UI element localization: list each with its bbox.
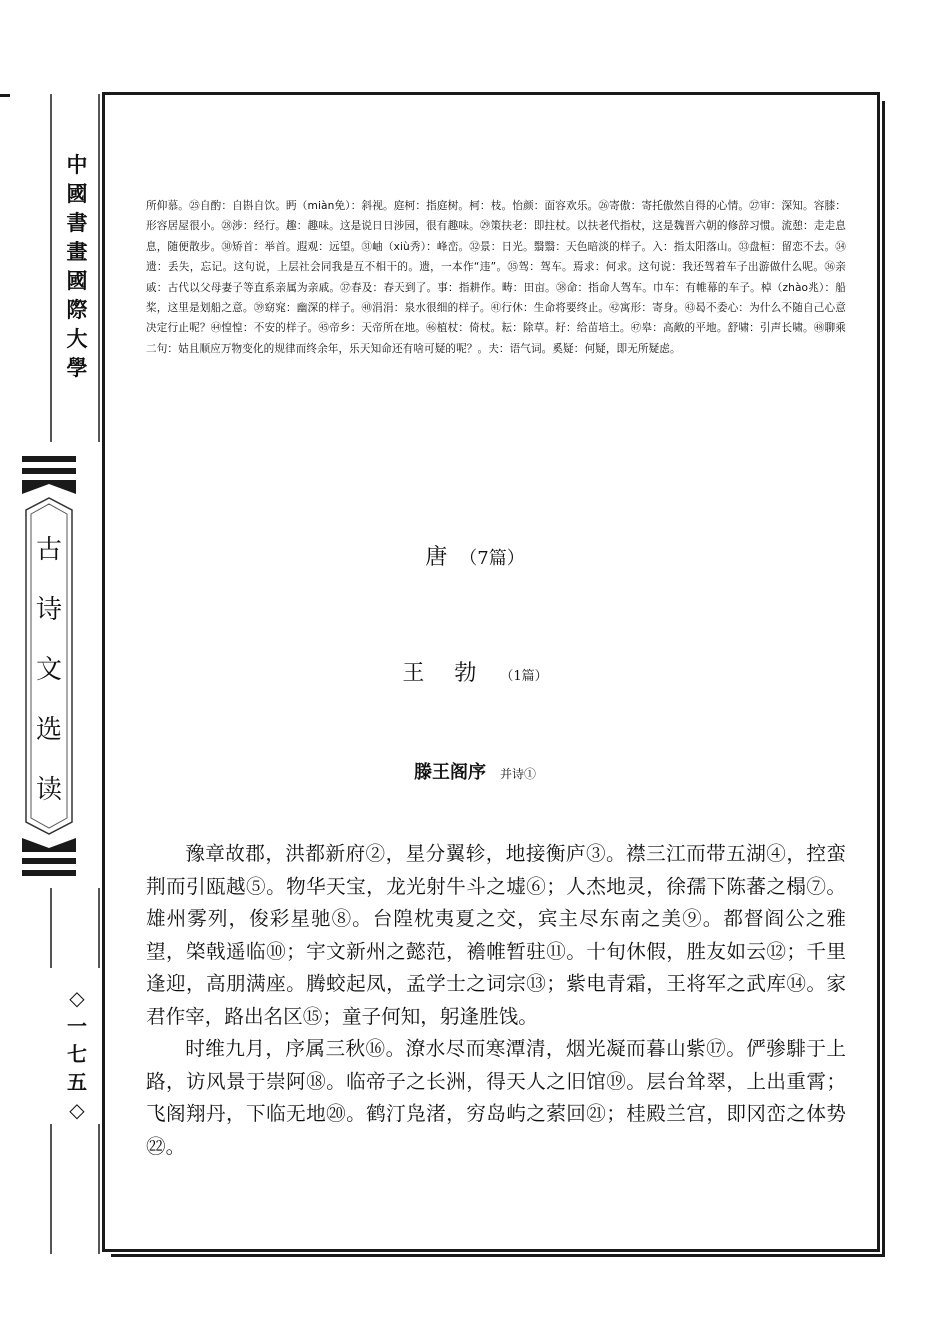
page-number <box>60 984 94 1124</box>
vertical-char: ◇ <box>69 986 85 1010</box>
vertical-char: 學 <box>66 355 88 380</box>
work-title <box>0 758 950 784</box>
vertical-char: 畫 <box>66 239 88 264</box>
side-line-left-top <box>50 94 52 442</box>
footnotes-block <box>146 196 846 359</box>
vertical-char: 七 <box>67 1042 87 1066</box>
dynasty-heading <box>0 540 950 571</box>
vertical-char: 五 <box>67 1070 87 1094</box>
author-heading <box>0 656 950 687</box>
author-name: 王勃 <box>402 661 507 686</box>
vertical-char: 古 <box>35 535 62 565</box>
side-line-left-bottom <box>50 1124 52 1254</box>
paragraph: 豫章故郡，洪都新府②，星分翼轸，地接衡庐③。襟三江而带五湖④，控蛮荆而引瓯越⑤。物华天宝，龙光射牛斗之墟⑥；人杰地灵，徐孺下陈蕃之榻⑦。雄州雾列，俊彩星驰⑧。台隍枕夷夏之交，宾主尽东南之美⑨。都督阎公之雅望，棨戟遥临⑩；宇文新州之懿范，襜帷暂驻⑪。十旬休假，胜友如云⑫；千里逢迎，高朋满座。腾蛟起凤，孟学士之词宗⑬；紫电青霜，王将军之武库⑭。家君作宰，路出名区⑮；童子何知，躬逢胜饯。 <box>146 842 846 1028</box>
vertical-char: 文 <box>35 655 62 685</box>
vertical-char: 读 <box>35 775 62 805</box>
vertical-char: 國 <box>66 268 88 293</box>
side-line-right-mid <box>98 888 100 968</box>
work-title-text: 滕王阁序 <box>413 762 486 783</box>
vertical-char: 際 <box>66 297 88 322</box>
vertical-char: 选 <box>35 715 62 745</box>
vertical-char: 一 <box>67 1014 87 1038</box>
vertical-char: 國 <box>66 181 88 206</box>
series-title <box>64 150 90 382</box>
side-line-left-mid <box>50 888 52 968</box>
dynasty-count: （7篇） <box>459 548 525 569</box>
vertical-char: ◇ <box>69 1098 85 1122</box>
footnotes-text: 所仰慕。㉕自酌：自斟自饮。眄（miàn免）：斜视。庭柯：指庭树。柯：枝。怡颜：面容欢乐。㉖寄傲：寄托傲然自得的心情。㉗审：深知。容膝：形容居屋很小。㉘涉：经行。趣：趣味。这是说日日涉园，很有趣味。㉙策扶老：即拄杖。以扶老代指杖，这是魏晋六朝的修辞习惯。流憩：走走息息，随便散步。㉚矫首：举首。遐观：远望。㉛岫（xiù秀）：峰峦。㉜景：日光。翳翳：天色暗淡的样子。入：指太阳落山。㉝盘桓：留恋不去。㉞遗：丢失，忘记。这句说，上层社会同我是互不相干的。遗，一本作“违”。㉟驾：驾车。焉求：何求。这句说：我还驾着车子出游做什么呢。㊱亲戚：古代以父母妻子等直系亲属为亲戚。㊲春及：春天到了。事：指耕作。畴：田亩。㊳命：指命人驾车。巾车：有帷幕的车子。棹（zhào兆）：船桨，这里是划船之意。㊴窈窕：幽深的样子。㊵涓涓：泉水很细的样子。㊶行休：生命将要终止。㊷寓形：寄身。㊸曷不委心：为什么不随自己心意决定行止呢？㊹惶惶：不安的样子。㊺帝乡：天帝所在地。㊻植杖：倚杖。耘：除草。耔：给苗培土。㊼皋：高敞的平地。舒啸：引声长啸。㊽聊乘二句：姑且顺应万物变化的规律而终余年，乐天知命还有啥可疑的呢？。夫：语气词。奚疑：何疑，即无所疑虑。 <box>146 200 846 355</box>
vertical-char: 大 <box>66 326 88 351</box>
work-subtitle: 并诗① <box>499 767 536 781</box>
paragraph: 时维九月，序属三秋⑯。潦水尽而寒潭清，烟光凝而暮山紫⑰。俨骖騑于上路，访风景于崇阿⑱。临帝子之长洲，得天人之旧馆⑲。层台耸翠，上出重霄；飞阁翔丹，下临无地⑳。鹤汀凫渚，穷岛屿之萦回㉑；桂殿兰宫，即冈峦之体势㉒。 <box>146 1037 846 1158</box>
author-count: （1篇） <box>500 669 548 684</box>
dynasty-name: 唐 <box>425 545 448 570</box>
vertical-char: 诗 <box>35 595 62 625</box>
side-line-right-top <box>98 94 100 442</box>
side-line-right-bottom <box>98 1124 100 1254</box>
vertical-char: 中 <box>66 152 88 177</box>
vertical-char: 書 <box>66 210 88 235</box>
main-text <box>146 838 846 1163</box>
